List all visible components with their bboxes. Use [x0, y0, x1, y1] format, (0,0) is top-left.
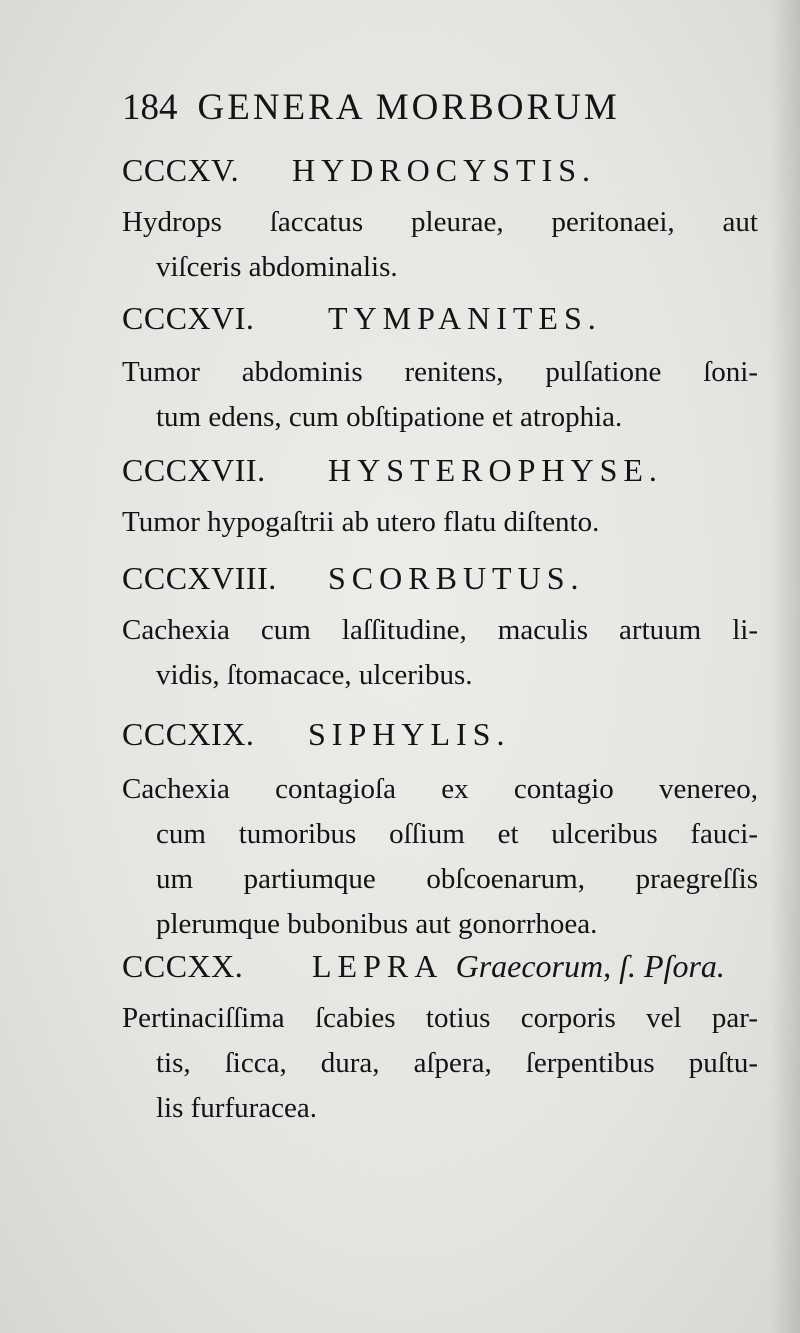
disease-name-group [312, 948, 725, 985]
text-line: viſceris abdominalis. [156, 251, 398, 283]
entry-text-siphylis [122, 767, 758, 947]
text-line: tis, ſicca, dura, aſpera, ſerpentibus puſtu- [156, 1047, 758, 1079]
disease-name: SCORBUTUS. [328, 560, 585, 596]
disease-name: HYDROCYSTIS. [292, 152, 597, 188]
entry-number: CCCXX. [122, 948, 244, 984]
disease-name: SIPHYLIS. [308, 716, 511, 752]
entry-text-hysterophyse [122, 500, 758, 545]
running-title: GENERA MORBORUM [197, 87, 620, 128]
entry-number: CCCXVI. [122, 300, 255, 336]
running-head [122, 86, 732, 129]
entry-number: CCCXV. [122, 152, 240, 188]
page-edge-shadow [770, 0, 800, 1333]
entry-text-scorbutus [122, 608, 758, 698]
text-line: um partiumque obſcoenarum, praegreſſis [156, 863, 758, 895]
text-line: vidis, ſtomacace, ulceribus. [156, 659, 473, 691]
entry-number: CCCXVII. [122, 452, 266, 488]
disease-name: HYSTEROPHYSE. [328, 452, 663, 488]
entry-text-hydrocystis [122, 200, 758, 290]
text-line: tum edens, cum obſtipatione et atrophia. [156, 401, 623, 433]
text-line: lis furfuracea. [156, 1092, 318, 1124]
text-line: Tumor hypogaſtrii ab utero flatu diſtento. [122, 506, 600, 538]
text-line: Cachexia contagioſa ex contagio venereo, [122, 773, 758, 805]
entry-number: CCCXIX. [122, 716, 255, 752]
text-line: Tumor abdominis renitens, pulſatione ſoni- [122, 356, 758, 388]
text-line: Pertinaciſſima ſcabies totius corporis vel par- [122, 1002, 758, 1034]
text-line: plerumque bubonibus aut gonorrhoea. [156, 908, 598, 940]
disease-name: LEPRA [312, 948, 442, 984]
text-line: Hydrops ſaccatus pleurae, peritonaei, aut [122, 206, 758, 238]
entry-text-lepra [122, 996, 758, 1131]
entry-text-tympanites [122, 350, 758, 440]
disease-synonym: Graecorum, ſ. Pſora. [455, 948, 725, 984]
text-line: Cachexia cum laſſitudine, maculis artuum li- [122, 614, 758, 646]
text-line: cum tumoribus oſſium et ulceribus fauci- [156, 818, 758, 850]
disease-name: TYMPANITES. [328, 300, 602, 336]
page-number: 184 [122, 87, 178, 128]
entry-number: CCCXVIII. [122, 560, 277, 596]
